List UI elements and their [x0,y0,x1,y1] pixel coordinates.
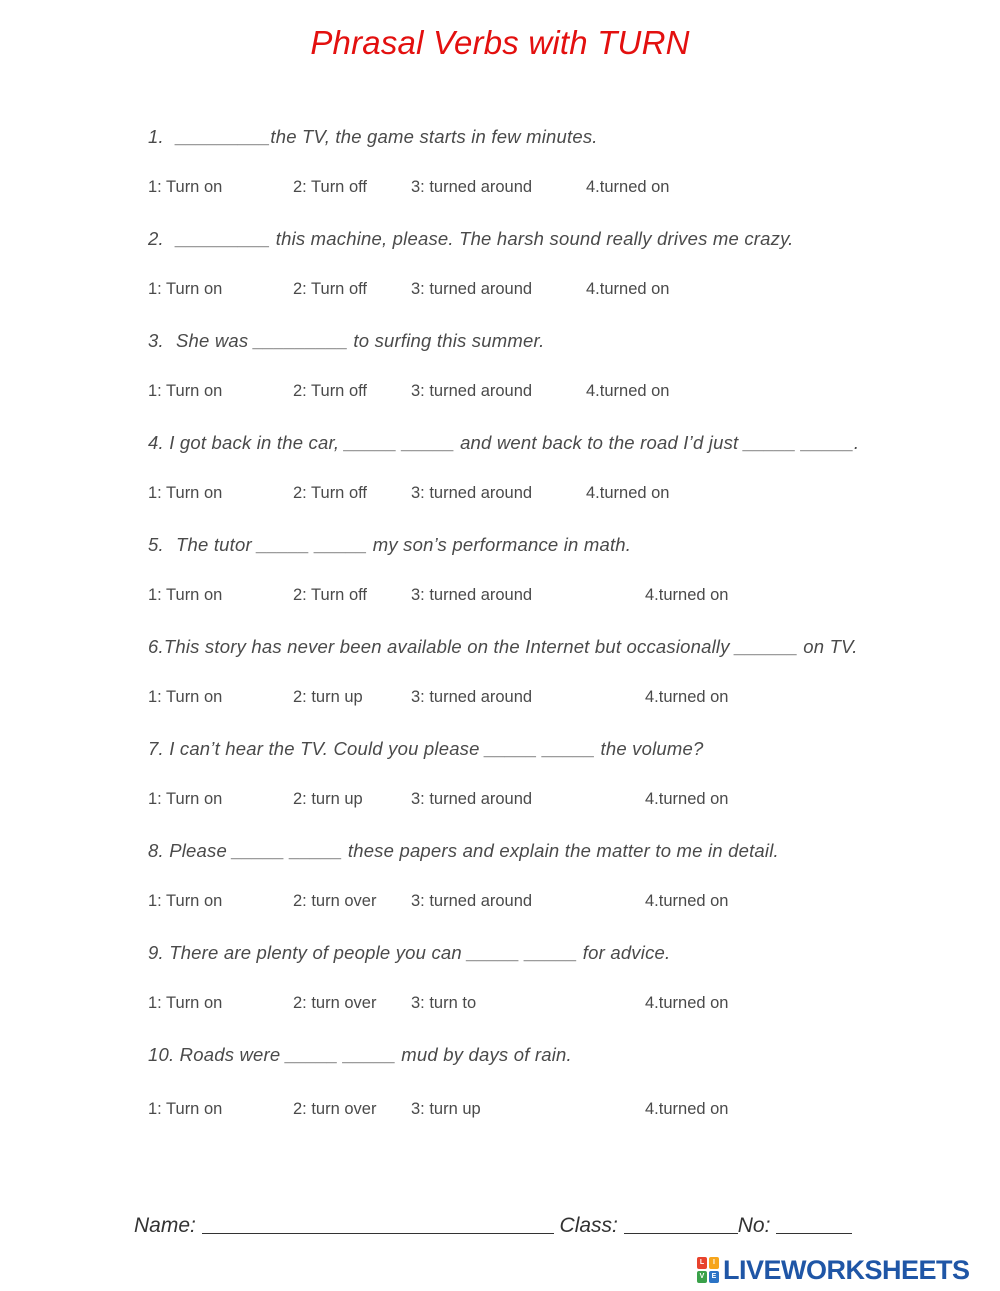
question-text: _________ this machine, please. The harsh sound really drives me crazy. [176,228,794,249]
options-row-9 [148,994,848,1014]
question-number: 6. [148,636,164,657]
question-9 [148,942,670,964]
option-4[interactable]: 4.turned on [645,688,729,706]
option-1[interactable]: 1: Turn on [148,178,223,196]
brand-mark-letter: V [697,1271,707,1283]
options-row-8 [148,892,848,912]
no-label: No: [737,1214,771,1237]
options-row-3 [148,382,848,402]
option-1[interactable]: 1: Turn on [148,688,223,706]
options-row-4 [148,484,848,504]
option-2[interactable]: 2: turn over [293,1100,377,1118]
brand-mark-letter: L [697,1257,707,1269]
question-number: 5. [148,534,164,555]
option-3[interactable]: 3: turn up [411,1100,481,1118]
option-1[interactable]: 1: Turn on [148,892,223,910]
option-4[interactable]: 4.turned on [645,1100,729,1118]
question-text: I got back in the car, _____ _____ and went back to the road I’d just _____ _____. [169,432,860,453]
option-1[interactable]: 1: Turn on [148,994,223,1012]
option-4[interactable]: 4.turned on [645,994,729,1012]
question-2 [148,228,794,250]
option-3[interactable]: 3: turned around [411,688,533,706]
worksheet-title: Phrasal Verbs with TURN [310,24,690,61]
question-4 [148,432,859,454]
option-1[interactable]: 1: Turn on [148,382,223,400]
question-text: Roads were _____ _____ mud by days of rain. [179,1044,572,1065]
option-4[interactable]: 4.turned on [586,178,670,196]
brand-mark-letter: I [709,1257,719,1269]
option-2[interactable]: 2: Turn off [293,178,367,196]
question-number: 4. [148,432,164,453]
option-1[interactable]: 1: Turn on [148,790,223,808]
question-text: This story has never been available on the Internet but occasionally ______ on TV. [163,636,858,657]
option-1[interactable]: 1: Turn on [148,586,223,604]
options-row-1 [148,178,848,198]
question-8 [148,840,779,862]
option-2[interactable]: 2: Turn off [293,586,367,604]
brand-text: LIVEWORKSHEETS [723,1254,970,1285]
question-number: 2. [148,228,164,249]
option-3[interactable]: 3: turned around [411,790,533,808]
option-3[interactable]: 3: turned around [411,382,533,400]
option-4[interactable]: 4.turned on [586,280,670,298]
question-number: 3. [148,330,164,351]
option-1[interactable]: 1: Turn on [148,1100,223,1118]
option-1[interactable]: 1: Turn on [148,484,223,502]
option-2[interactable]: 2: Turn off [293,280,367,298]
option-2[interactable]: 2: turn over [293,892,377,910]
question-10 [148,1044,572,1066]
question-3 [148,330,544,352]
options-row-2 [148,280,848,300]
option-2[interactable]: 2: turn up [293,790,363,808]
question-1 [148,126,598,148]
options-row-6 [148,688,848,708]
options-row-7 [148,790,848,810]
question-number: 7. [148,738,164,759]
option-2[interactable]: 2: Turn off [293,382,367,400]
option-4[interactable]: 4.turned on [586,382,670,400]
name-field[interactable] [202,1215,554,1234]
question-text: I can’t hear the TV. Could you please _____ _____ the volume? [169,738,704,759]
option-1[interactable]: 1: Turn on [148,280,223,298]
options-row-10 [148,1100,848,1120]
option-3[interactable]: 3: turned around [411,586,533,604]
option-3[interactable]: 3: turned around [411,484,533,502]
option-2[interactable]: 2: turn over [293,994,377,1012]
name-label: Name: [134,1214,196,1237]
student-info-footer [134,1214,852,1238]
option-4[interactable]: 4.turned on [586,484,670,502]
question-text: She was _________ to surfing this summer. [176,330,545,351]
option-2[interactable]: 2: Turn off [293,484,367,502]
option-4[interactable]: 4.turned on [645,586,729,604]
question-number: 8. [148,840,164,861]
question-text: Please _____ _____ these papers and explain the matter to me in detail. [169,840,779,861]
option-2[interactable]: 2: turn up [293,688,363,706]
class-field[interactable] [624,1215,738,1234]
option-3[interactable]: 3: turned around [411,280,533,298]
question-5 [148,534,631,556]
option-3[interactable]: 3: turned around [411,178,533,196]
number-field[interactable] [776,1215,852,1234]
question-text: _________the TV, the game starts in few minutes. [176,126,598,147]
question-number: 1. [148,126,164,147]
option-4[interactable]: 4.turned on [645,892,729,910]
brand-mark-letter: E [709,1271,719,1283]
question-6 [148,636,858,658]
question-text: There are plenty of people you can _____ _____ for advice. [169,942,671,963]
liveworksheets-logo [697,1255,970,1285]
class-label: Class: [559,1214,618,1237]
question-7 [148,738,704,760]
question-number: 9. [148,942,164,963]
question-text: The tutor _____ _____ my son’s performance in math. [176,534,632,555]
options-row-5 [148,586,848,606]
question-number: 10. [148,1044,175,1065]
brand-mark-icon [697,1257,719,1283]
option-3[interactable]: 3: turned around [411,892,533,910]
option-4[interactable]: 4.turned on [645,790,729,808]
option-3[interactable]: 3: turn to [411,994,477,1012]
